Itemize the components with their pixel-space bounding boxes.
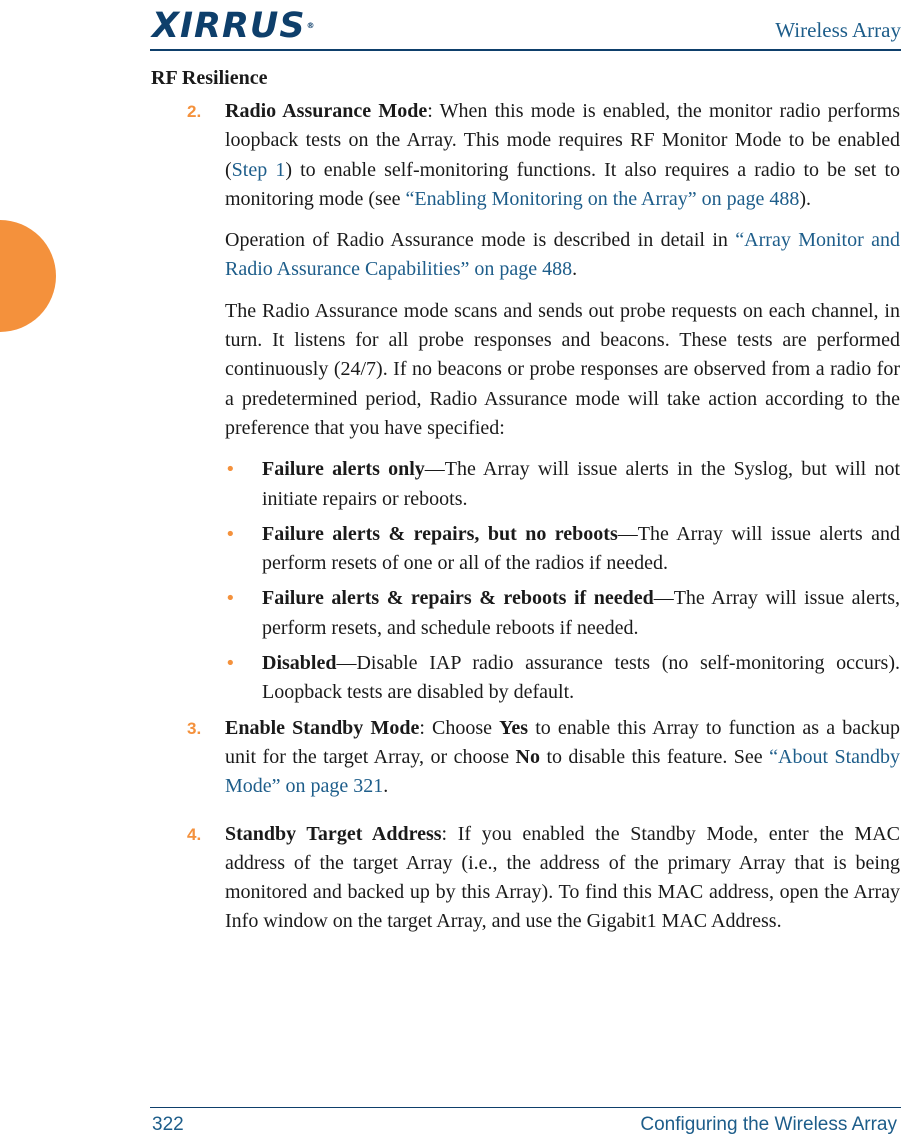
logo-text: XIRRUS [152,6,306,46]
step-3 [187,714,900,802]
enabling-monitoring-link[interactable]: “Enabling Monitoring on the Array” on page 488 [405,187,800,210]
bullet-text: —The Array will issue alerts and perform resets of one or all of the radios if needed. [262,522,901,575]
bullet-icon: • [225,523,236,545]
list-item [225,584,900,643]
bullet-text: —Disable IAP radio assurance tests (no self-monitoring occurs). Loopback tests are disabled by default. [262,652,900,704]
chapter-title: Configuring the Wireless Array [640,1114,897,1135]
main-content [187,97,901,949]
bullet-icon: • [225,653,236,675]
step-text: . [383,775,389,798]
bullet-label: Failure alerts & repairs, but no reboots [262,522,618,545]
paragraph-text: . [572,258,578,281]
step-text: : When this mode is enabled, the monitor radio performs loopback tests on the Array. This mode requires RF Monitor Mode to be enabled ( [225,100,900,181]
step-label: Enable Standby Mode [225,716,420,739]
about-standby-link[interactable]: “About Standby Mode” on page 321 [225,745,900,798]
bullet-label: Disabled [262,652,337,675]
section-heading: RF Resilience [151,67,268,89]
xirrus-logo [152,6,316,46]
header-rule [150,49,901,51]
list-item [225,455,900,514]
paragraph-text: Operation of Radio Assurance mode is described in detail in [225,229,736,252]
step-text: to disable this feature. See [540,745,770,768]
operation-paragraph [225,226,900,285]
bullet-icon: • [225,588,236,610]
bullet-label: Failure alerts & repairs & reboots if needed [262,587,654,610]
list-item [225,520,900,579]
step-text: ) to enable self-monitoring functions. It also requires a radio to be set to monitoring mode (see [225,158,900,210]
step-text: to enable this Array to function as a backup unit for the target Array, or choose [225,716,900,768]
step-text: : Choose [419,716,500,739]
yes-option: Yes [499,716,529,739]
bullet-label: Failure alerts only [262,458,425,481]
step-number: 4. [187,824,202,844]
step-4 [187,820,900,937]
array-monitor-link[interactable]: “Array Monitor and Radio Assurance Capabilities” on page 488 [225,229,900,281]
step-2 [187,97,900,214]
radio-assurance-paragraph: The Radio Assurance mode scans and sends out probe requests on each channel, in turn. It listens for all probe responses and beacons. These tests are performed continuously (24/7). If no beacons or probe responses are observed from a radio for a predetermined period, Radio Assurance mode will take action according to the preference that you have specified: [225,299,900,439]
step-text: : If you enabled the Standby Mode, enter the MAC address of the target Array (i.e., the address of the primary Array that is being monitored and backed up by this Array). To find this MAC address, open the Array Info window on the target Array, and use the Gigabit1 MAC Address. [225,822,900,933]
registered-mark: ® [306,21,316,30]
bullet-text: —The Array will issue alerts, perform resets, and schedule reboots if needed. [262,587,900,639]
page-number: 322 [152,1114,184,1135]
step-label: Standby Target Address [225,822,442,845]
step-1-link[interactable]: Step 1 [231,158,286,181]
step-text: ). [799,187,812,210]
list-item [225,649,900,708]
footer-rule [150,1107,901,1108]
bullet-icon: • [225,459,236,481]
header-title: Wireless Array [775,18,901,42]
step-number: 3. [187,718,202,738]
assurance-options-list [225,455,900,707]
bullet-text: —The Array will issue alerts in the Syslog, but will not initiate repairs or reboots. [262,458,901,510]
side-tab-marker [0,220,56,332]
step-number: 2. [187,102,202,121]
no-option: No [515,745,540,768]
step-label: Radio Assurance Mode [225,100,428,122]
